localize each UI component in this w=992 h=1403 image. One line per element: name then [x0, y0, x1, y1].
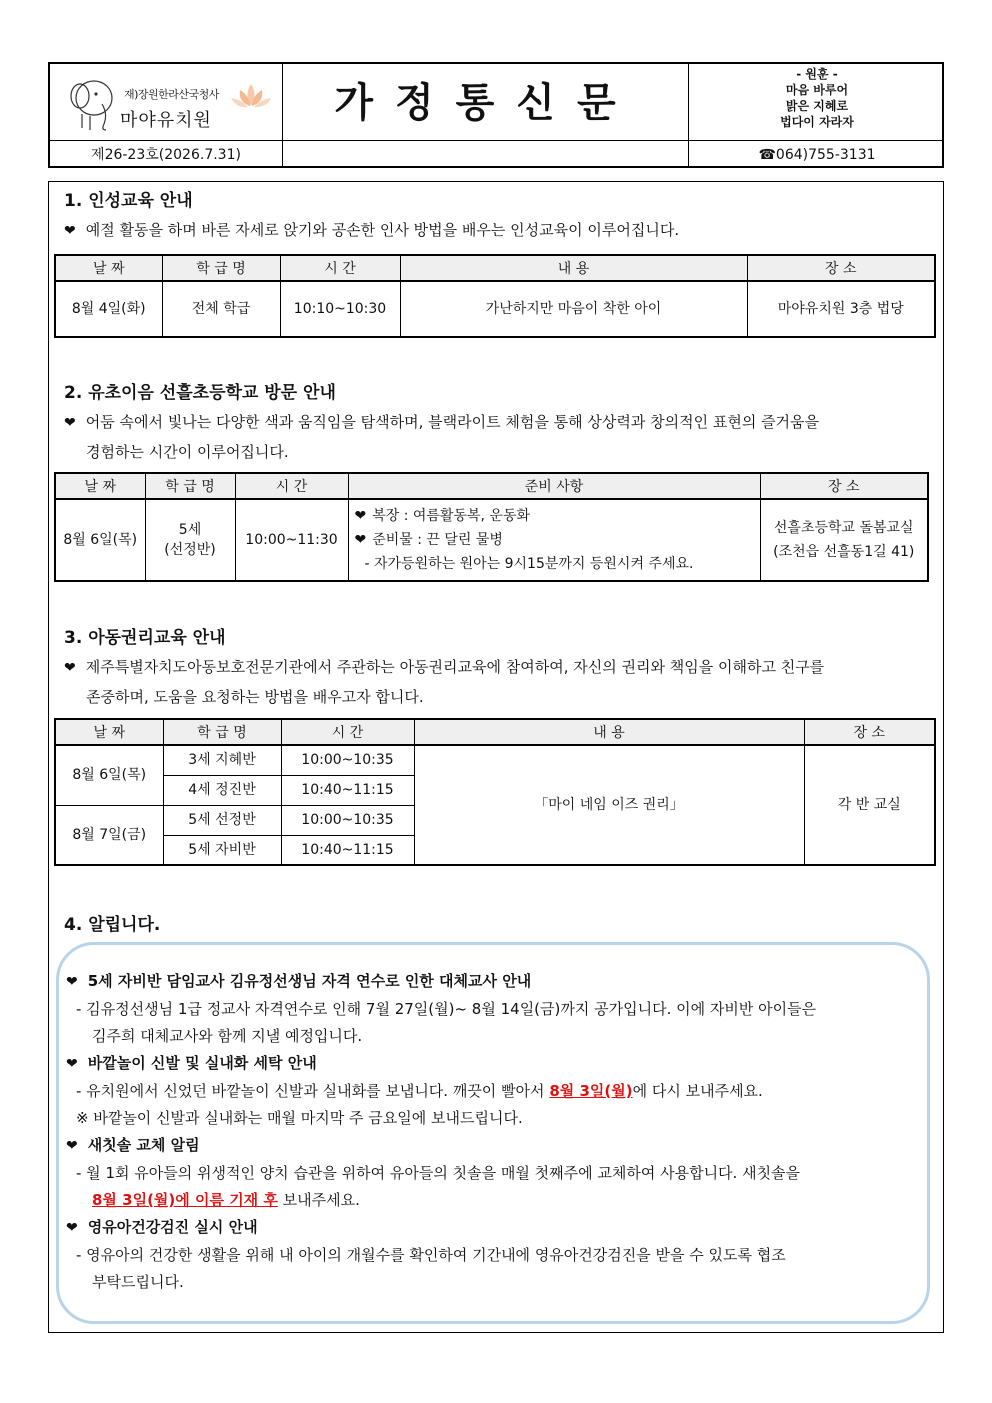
- issue-number: 제26-23호(2026.7.31): [91, 147, 241, 163]
- cell-prep: [348, 499, 760, 581]
- heart-icon: ❤: [64, 223, 76, 239]
- cell-class: 5세 자비반: [163, 835, 281, 865]
- description-text: 존중하며, 도움을 요청하는 방법을 배우고자 합니다.: [86, 688, 424, 706]
- cell-place: 각 반 교실: [804, 745, 935, 865]
- table-header-row: [55, 255, 935, 281]
- cell-date: 8월 7일(금): [55, 805, 163, 865]
- logo-subtitle: 재)장원한라산국청사: [124, 88, 219, 101]
- description-text: 제주특별자치도아동보호전문기관에서 주관하는 아동권리교육에 참여하여, 자신의 권리와 책임을 이해하고 친구를: [85, 658, 825, 676]
- phone-number: ☎064)755-3131: [758, 147, 876, 163]
- place-name: 선흘초등학교 돌봄교실: [773, 520, 914, 536]
- notice-text: - 김유정선생님 1급 정교사 자격연수로 인해 7월 27일(월)~ 8월 14일(금)까지 공가입니다. 이에 자비반 아이들은: [76, 1000, 817, 1018]
- class-group: (선정반): [164, 542, 216, 558]
- table-header-row: [55, 473, 928, 499]
- notice-item: [66, 1050, 936, 1078]
- cell-content: 「마이 네임 이즈 권리」: [414, 745, 804, 865]
- cell-time: 10:00~10:35: [281, 745, 414, 775]
- motto-title: - 원훈 -: [796, 67, 838, 81]
- cell-date: 8월 6일(목): [55, 499, 145, 581]
- column-header: 시 간: [235, 473, 348, 499]
- notice-text: - 영유아의 건강한 생활을 위해 내 아이의 개월수를 확인하여 기간내에 영유아건강검진을 받을 수 있도록 협조: [76, 1246, 786, 1264]
- place-address: (조천읍 선흘동1길 41): [773, 544, 915, 560]
- motto-line: 법다이 자라자: [780, 115, 854, 129]
- notice-item: [66, 968, 936, 996]
- notice-title: 새칫솔 교체 알림: [87, 1136, 200, 1154]
- cell-date: 8월 4일(화): [55, 281, 162, 337]
- cell-content: 가난하지만 마음이 착한 아이: [400, 281, 747, 337]
- heart-icon: ❤: [354, 532, 367, 548]
- column-header: 날 짜: [55, 719, 163, 745]
- header: [48, 62, 944, 168]
- cell-time: 10:10~10:30: [280, 281, 400, 337]
- prep-item: 준비물 : 끈 달린 물병: [372, 532, 503, 548]
- cell-class: 4세 정진반: [163, 775, 281, 805]
- logo: [60, 70, 280, 136]
- notice-title: 영유아건강검진 실시 안내: [87, 1218, 258, 1236]
- column-header: 학 급 명: [163, 719, 281, 745]
- heart-icon: ❤: [66, 974, 78, 990]
- column-header: 시 간: [280, 255, 400, 281]
- column-header: 장 소: [804, 719, 935, 745]
- description-text: 어둠 속에서 빛나는 다양한 색과 움직임을 탐색하며, 블랙라이트 체험을 통해 상상력과 창의적인 표현의 즐거움을: [85, 413, 820, 431]
- logo-name: 마야유치원: [120, 110, 212, 131]
- notice-text: 김주희 대체교사와 함께 지낼 예정입니다.: [92, 1027, 363, 1045]
- cell-time: 10:00~10:35: [281, 805, 414, 835]
- section-description: [64, 653, 944, 712]
- column-header: 장 소: [760, 473, 928, 499]
- cell-time: 10:00~11:30: [235, 499, 348, 581]
- divider: [688, 64, 689, 166]
- cell-date: 8월 6일(목): [55, 745, 163, 805]
- notice-text-part: 보내주세요.: [277, 1191, 360, 1209]
- cell-class: 5세 선정반: [163, 805, 281, 835]
- elephant-logo-icon: [68, 74, 118, 134]
- divider: [282, 64, 283, 166]
- column-header: 내 용: [400, 255, 747, 281]
- notice-note: ※ 바깥놀이 신발과 실내화는 매월 마지막 주 금요일에 보내드립니다.: [76, 1109, 523, 1127]
- motto-line: 밝은 지혜로: [785, 99, 849, 113]
- notice-text: [66, 1078, 936, 1105]
- notice-text: [66, 1187, 936, 1214]
- notice-title: 바깥놀이 신발 및 실내화 세탁 안내: [87, 1054, 317, 1072]
- notice-list: [66, 968, 936, 1296]
- motto-line: 마음 바루어: [785, 83, 849, 97]
- class-name: 5세: [178, 522, 202, 538]
- notice-title: 5세 자비반 담임교사 김유정선생님 자격 연수로 인한 대체교사 안내: [87, 972, 532, 990]
- table-character-education: [54, 254, 936, 338]
- prep-note: - 자가등원하는 원아는 9시15분까지 등원시켜 주세요.: [364, 556, 694, 572]
- description-text: 경험하는 시간이 이루어집니다.: [86, 443, 289, 461]
- notice-item: [66, 1214, 936, 1242]
- notice-text-part: - 유치원에서 신었던 바깥놀이 신발과 실내화를 보냅니다. 깨끗이 빨아서: [76, 1082, 550, 1100]
- heart-icon: ❤: [64, 415, 76, 431]
- description-text: 예절 활동을 하며 바른 자세로 앉기와 공손한 인사 방법을 배우는 인성교육이 이루어집니다.: [85, 221, 680, 239]
- section-title: 2. 유초이음 선흘초등학교 방문 안내: [64, 383, 336, 403]
- cell-time: 10:40~11:15: [281, 775, 414, 805]
- notice-text: - 월 1회 유아들의 위생적인 양치 습관을 위하여 유아들의 칫솔을 매월 첫째주에 교체하여 사용합니다. 새칫솔을: [76, 1164, 801, 1182]
- section-description: [64, 216, 679, 246]
- cell-time: 10:40~11:15: [281, 835, 414, 865]
- notice-text: 부탁드립니다.: [92, 1273, 184, 1291]
- column-header: 학 급 명: [145, 473, 235, 499]
- highlight-date: 8월 3일(월)에 이름 기재 후: [92, 1191, 278, 1209]
- motto: [690, 66, 944, 130]
- column-header: 학 급 명: [162, 255, 280, 281]
- column-header: 준비 사항: [348, 473, 760, 499]
- section-description: [64, 408, 944, 467]
- column-header: 장 소: [747, 255, 935, 281]
- heart-icon: ❤: [64, 660, 76, 676]
- cell-place: [760, 499, 928, 581]
- table-row: [55, 745, 935, 775]
- column-header: 내 용: [414, 719, 804, 745]
- section-title: 1. 인성교육 안내: [64, 191, 193, 211]
- lotus-icon: [228, 80, 274, 110]
- section-title: 4. 알립니다.: [64, 915, 161, 935]
- heart-icon: ❤: [354, 508, 367, 524]
- highlight-date: 8월 3일(월): [549, 1082, 633, 1100]
- cell-class: 전체 학급: [162, 281, 280, 337]
- prep-item: 복장 : 여름활동복, 운동화: [372, 508, 530, 524]
- notice-text-part: 에 다시 보내주세요.: [632, 1082, 763, 1100]
- heart-icon: ❤: [66, 1220, 78, 1236]
- column-header: 시 간: [281, 719, 414, 745]
- table-row: [55, 499, 928, 581]
- table-school-visit: [54, 472, 929, 582]
- column-header: 날 짜: [55, 255, 162, 281]
- notice-item: [66, 1132, 936, 1160]
- table-row: [55, 281, 935, 337]
- section-title: 3. 아동권리교육 안내: [64, 628, 226, 648]
- table-header-row: [55, 719, 935, 745]
- heart-icon: ❤: [66, 1056, 78, 1072]
- column-header: 날 짜: [55, 473, 145, 499]
- cell-class: [145, 499, 235, 581]
- page-title: 가정통신문: [334, 80, 638, 126]
- divider: [50, 140, 942, 141]
- heart-icon: ❤: [66, 1138, 78, 1154]
- table-child-rights: [54, 718, 936, 866]
- cell-class: 3세 지혜반: [163, 745, 281, 775]
- cell-place: 마야유치원 3층 법당: [747, 281, 935, 337]
